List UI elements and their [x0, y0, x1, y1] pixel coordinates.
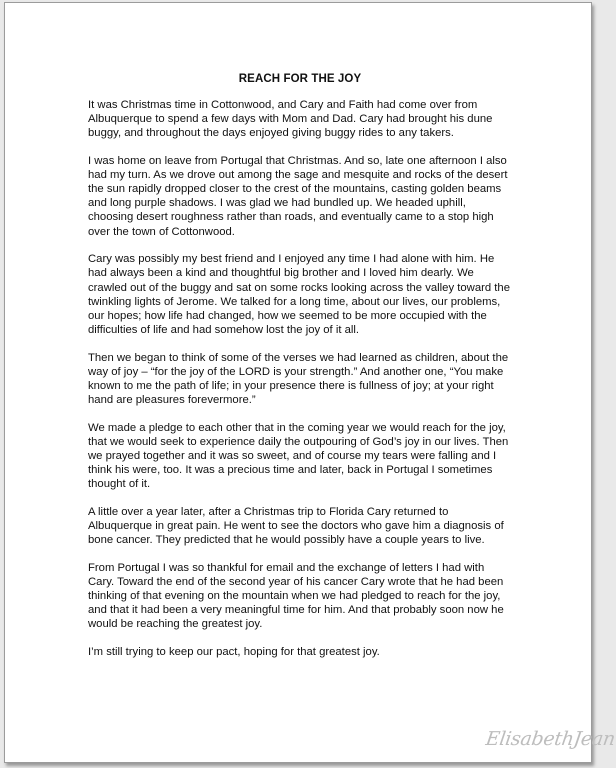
paragraph: From Portugal I was so thankful for email and the exchange of letters I had with Cary. Toward the end of the second year of his cancer Cary wrote that he had been thinking of that evening on the mountain when we had pledged to reach for the joy, and that it had been a very meaningful time for him. And that probably soon now he would be reaching the greatest joy.: [88, 561, 504, 631]
paragraph: I was home on leave from Portugal that Christmas. And so, late one afternoon I also had my turn. As we drove out among the sage and mesquite and rocks of the desert the sun rapidly dropped closer to the crest of the mountains, casting golden beams and long purple shadows. I was glad we had bundled up. We headed uphill, choosing desert roughness rather than roads, and eventually came to a stop high over the town of Cottonwood.: [88, 155, 508, 238]
paragraph: Cary was possibly my best friend and I enjoyed any time I had alone with him. He had always been a kind and thoughtful big brother and I loved him dearly. We crawled out of the buggy and sat on some rocks looking across the valley toward the twinkling lights of Jerome. We talked for a long time, about our lives, our problems, our hopes; how life had changed, how we seemed to be more occupied with the difficulties of life and had somehow lost the joy of it all.: [88, 253, 510, 336]
document-title: REACH FOR THE JOY: [238, 73, 362, 85]
paragraph: We made a pledge to each other that in the coming year we would reach for the joy, that we would seek to experience daily the outpouring of God’s joy in our lives. Then we prayed together and it was so sweet, and of course my tears were falling and I think his were, too. It was a precious time and later, back in Portugal I sometimes thought of it.: [88, 421, 509, 490]
paragraph: A little over a year later, after a Christmas trip to Florida Cary returned to Albuquerque in great pain. He went to see the doctors who gave him a diagnosis of bone cancer. They predicted that he would possibly have a couple years to live.: [88, 505, 504, 546]
paragraph: It was Christmas time in Cottonwood, and Cary and Faith had come over from Albuquerque to spend a few days with Mom and Dad. Cary had brought his dune buggy, and throughout the days enjoyed giving buggy rides to any takers.: [88, 99, 493, 140]
document-body: [88, 72, 512, 673]
paragraph: I’m still trying to keep our pact, hoping for that greatest joy.: [88, 645, 380, 658]
signature-watermark: ElisabethJean: [484, 728, 616, 750]
paragraph: Then we began to think of some of the verses we had learned as children, about the way of joy – “for the joy of the LORD is your strength.” And another one, “You make known to me the path of life; in your presence there is fullness of joy; at your right hand are pleasures forevermore.”: [88, 351, 509, 406]
